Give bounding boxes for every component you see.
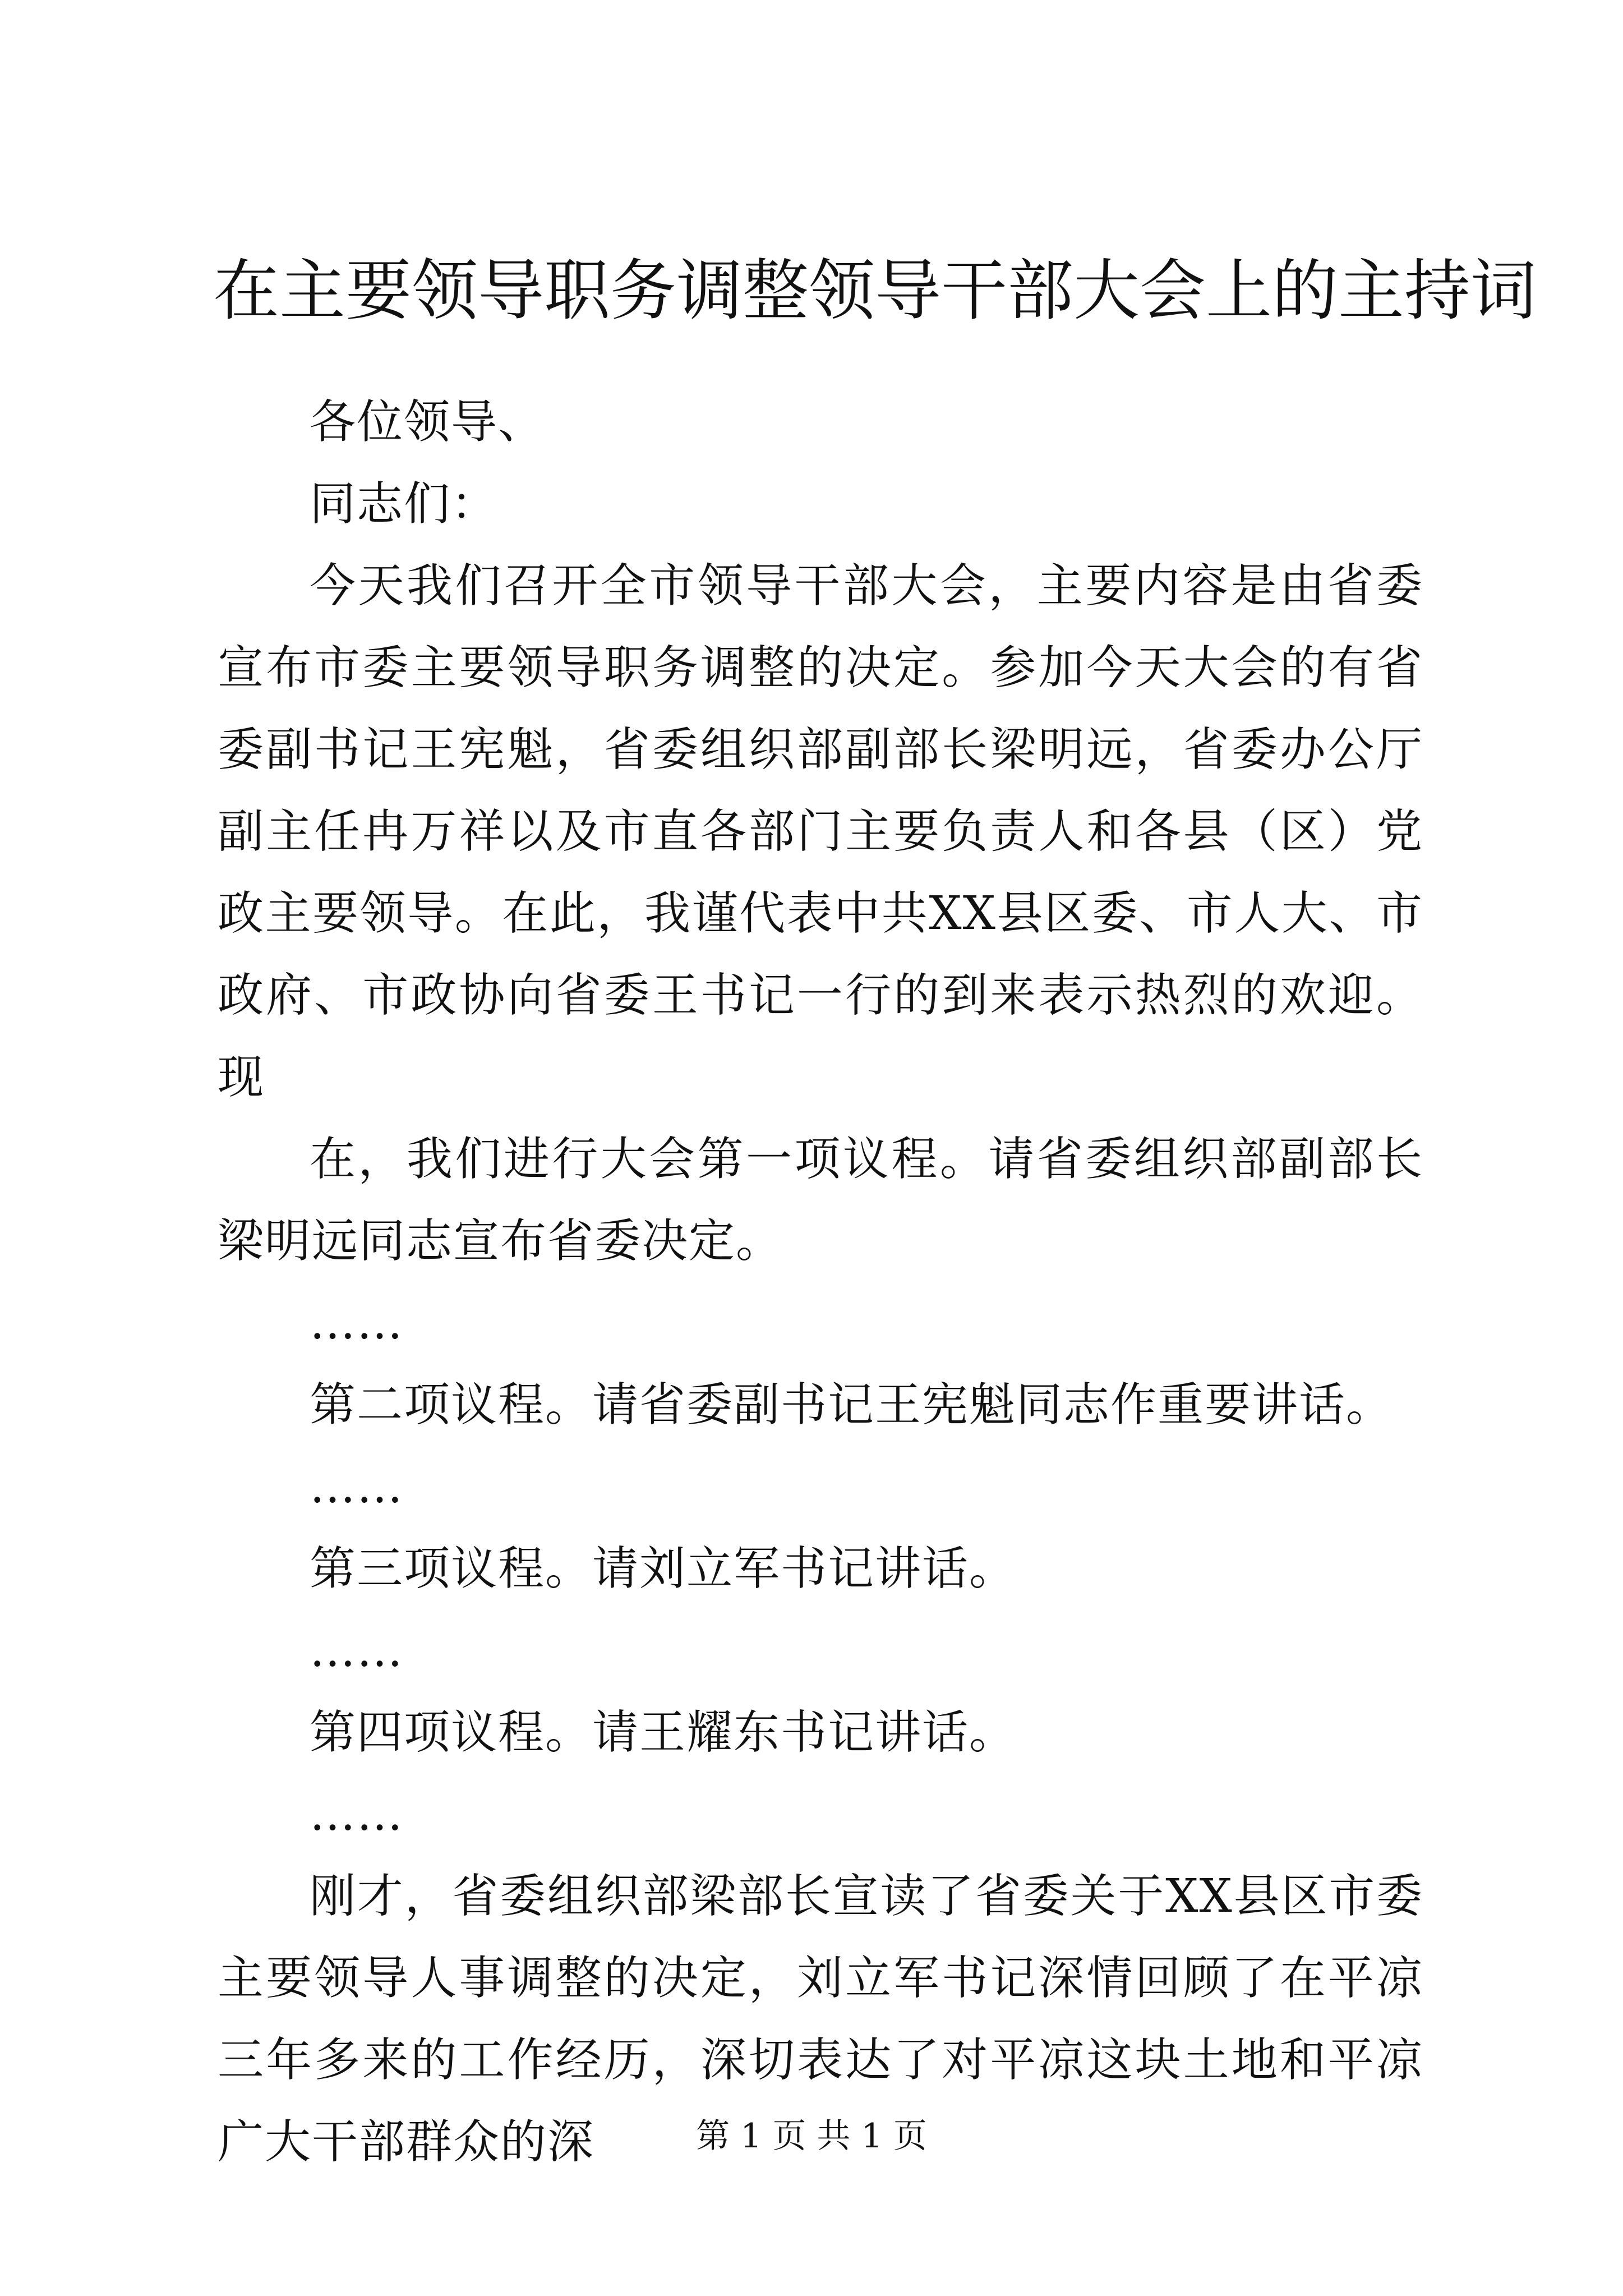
- salutation-line-1: 各位领导、: [310, 395, 546, 449]
- agenda-item-4: 第四项议程。请王耀东书记讲话。: [310, 1706, 1017, 1759]
- ellipsis-2: ……: [310, 1460, 404, 1513]
- document-title: 在主要领导职务调整领导干部大会上的主持词: [213, 252, 1537, 329]
- page-number: 第 1 页 共 1 页: [696, 2116, 927, 2156]
- salutation-line-2: 同志们：: [310, 477, 499, 531]
- document-body: [218, 381, 1423, 2183]
- agenda-item-1: 在，我们进行大会第一项议程。请省委组织部副部长梁明远同志宣布省委决定。: [218, 1133, 1423, 1268]
- ellipsis-3: ……: [310, 1624, 404, 1677]
- agenda-item-3: 第三项议程。请刘立军书记讲话。: [310, 1542, 1017, 1595]
- ellipsis-1: ……: [310, 1296, 404, 1350]
- agenda-item-2: 第二项议程。请省委副书记王宪魁同志作重要讲话。: [310, 1378, 1394, 1432]
- summary-paragraph: 刚才，省委组织部梁部长宣读了省委关于XX县区市委主要领导人事调整的决定，刘立军书记深情回顾了在平凉三年多来的工作经历，深切表达了对平凉这块土地和平凉广大干部群众的深: [218, 1870, 1423, 2169]
- opening-paragraph: 今天我们召开全市领导干部大会，主要内容是由省委宣布市委主要领导职务调整的决定。参加今天大会的有省委副书记王宪魁，省委组织部副部长梁明远，省委办公厅副主任冉万祥以及市直各部门主要负责人和各县（区）党政主要领导。在此，我谨代表中共XX县区委、市人大、市政府、市政协向省委王书记一行的到来表示热烈的欢迎。现: [218, 559, 1423, 1104]
- ellipsis-4: ……: [310, 1788, 404, 1841]
